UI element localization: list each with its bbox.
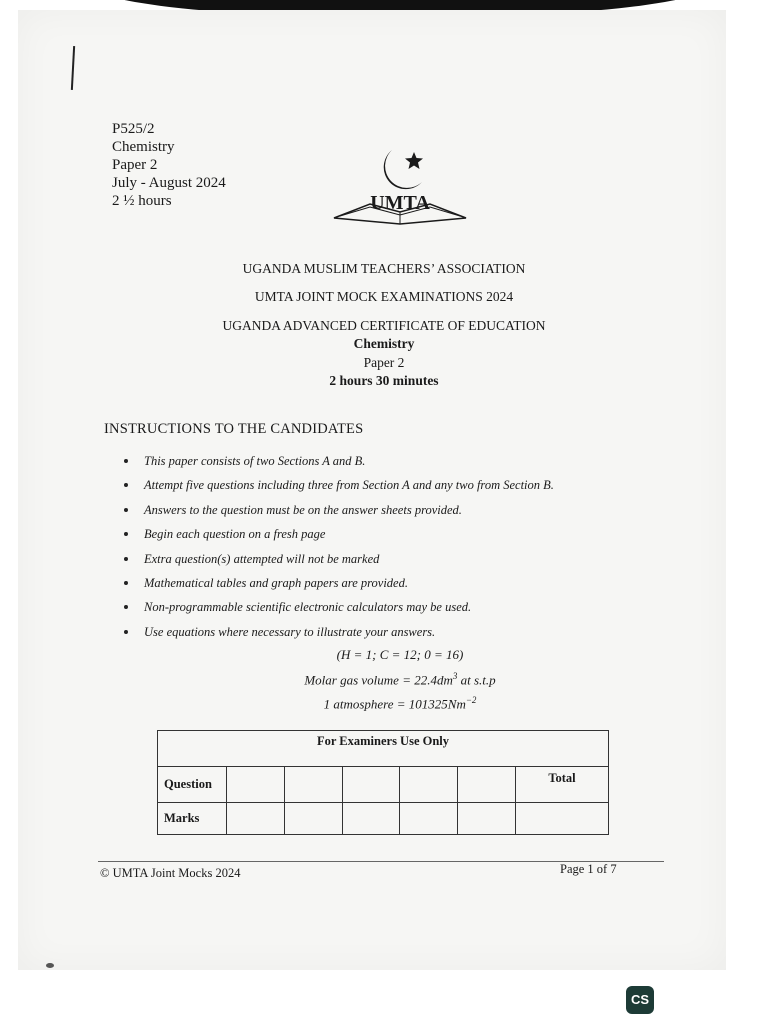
atmosphere-constant: 1 atmosphere = $101325Nm^{-2}$ — [323, 695, 477, 712]
paper-meta — [112, 120, 226, 210]
crescent-star-book-logo — [330, 140, 470, 226]
footer-copyright: © UMTA Joint Mocks 2024 — [100, 866, 241, 880]
exam-title: UMTA JOINT MOCK EXAMINATIONS 2024 — [254, 289, 514, 304]
molar-gas-volume: Molar gas volume = $22.4dm^3$ at s.t.p — [304, 671, 496, 688]
question-cell[interactable] — [227, 767, 285, 803]
camscanner-badge-icon[interactable]: CS — [626, 986, 654, 1014]
instruction-item: Extra question(s) attempted will not be marked — [122, 550, 554, 574]
question-cell[interactable] — [458, 767, 516, 803]
examiners-table-title: For Examiners Use Only — [158, 731, 609, 767]
subject-title: Chemistry — [353, 336, 415, 351]
instruction-item: Mathematical tables and graph papers are provided. — [122, 574, 554, 598]
question-cell[interactable] — [284, 767, 342, 803]
scan-smudge — [46, 963, 54, 968]
question-row-label: Question — [158, 767, 227, 803]
instructions-heading: INSTRUCTIONS TO THE CANDIDATES — [104, 421, 364, 437]
logo-text: UMTA — [370, 192, 430, 214]
marks-cell[interactable] — [400, 803, 458, 835]
marks-row-label: Marks — [158, 803, 227, 835]
atomic-masses: (H = 1; C = 12; 0 = 16) — [336, 647, 464, 662]
certificate-title: UGANDA ADVANCED CERTIFICATE OF EDUCATION — [222, 318, 546, 333]
marks-cell[interactable] — [458, 803, 516, 835]
total-label: Total — [516, 767, 609, 803]
paper-period: July - August 2024 — [112, 175, 226, 191]
question-cell[interactable] — [400, 767, 458, 803]
instruction-item: This paper consists of two Sections A and B. — [122, 452, 554, 476]
footer-page-number: Page 1 of 7 — [560, 862, 617, 876]
marks-cell[interactable] — [227, 803, 285, 835]
paper-number: Paper 2 — [112, 157, 158, 173]
instruction-item: Use equations where necessary to illustrate your answers. — [122, 623, 554, 647]
duration-title: 2 hours 30 minutes — [329, 373, 439, 388]
instruction-item: Begin each question on a fresh page — [122, 525, 554, 549]
instruction-item: Answers to the question must be on the answer sheets provided. — [122, 501, 554, 525]
instruction-item: Attempt five questions including three from Section A and any two from Section B. — [122, 476, 554, 500]
paper-code: P525/2 — [112, 121, 155, 137]
instruction-item: Non-programmable scientific electronic calculators may be used. — [122, 598, 554, 622]
paper-duration: 2 ½ hours — [112, 193, 172, 209]
question-cell[interactable] — [342, 767, 400, 803]
instructions-list — [122, 452, 554, 647]
marks-cell[interactable] — [284, 803, 342, 835]
total-marks-cell[interactable] — [516, 803, 609, 835]
examiners-table — [157, 730, 609, 835]
paper-title: Paper 2 — [363, 355, 405, 370]
marks-cell[interactable] — [342, 803, 400, 835]
association-name: UGANDA MUSLIM TEACHERS’ ASSOCIATION — [242, 261, 526, 276]
paper-subject: Chemistry — [112, 139, 175, 155]
